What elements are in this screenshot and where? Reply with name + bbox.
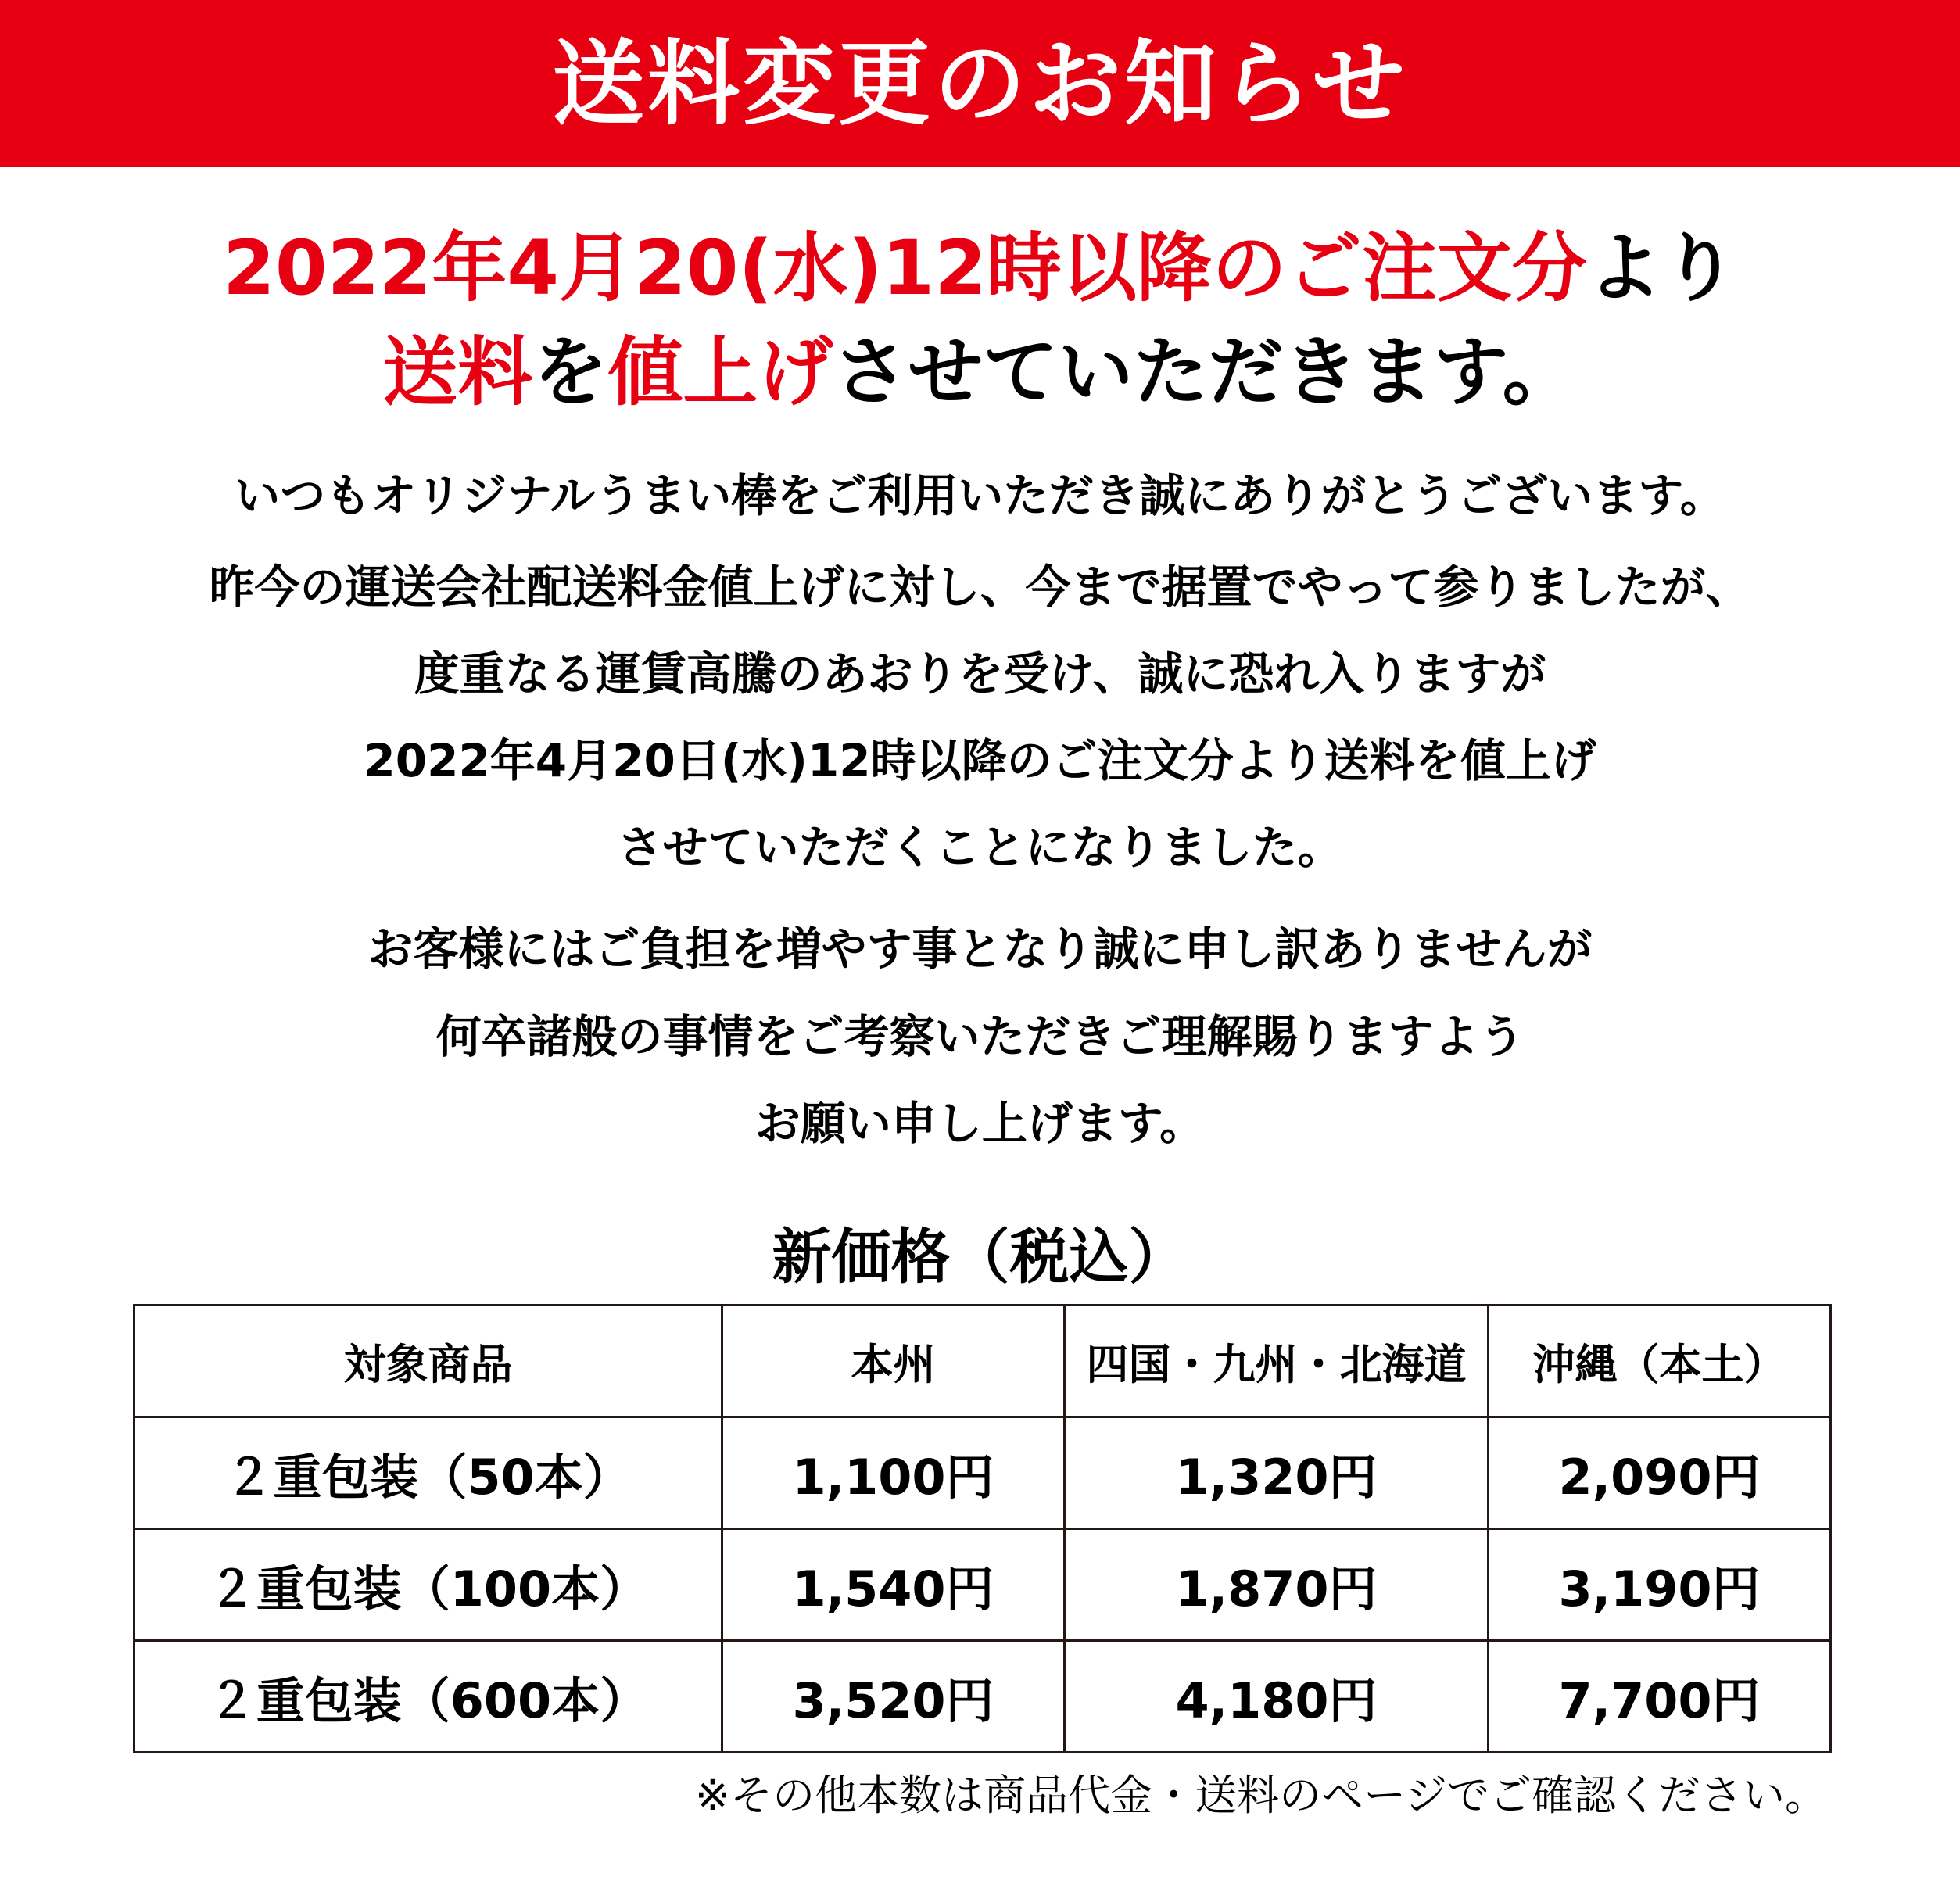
cell-price-shikoku-kyushu-hokkaido: 4,180円 [1065,1641,1489,1753]
body-line: いつもオリジナルうまい棒をご利用いただき誠にありがとうございます。 [235,469,1725,522]
price-table [133,1304,1832,1753]
headline-price-up-text: 値上げ [607,328,833,416]
cell-product: ２重包装（100本） [134,1529,722,1641]
cell-price-okinawa: 3,190円 [1489,1529,1831,1641]
cell-product: ２重包装（600本） [134,1641,722,1753]
cell-price-shikoku-kyushu-hokkaido: 1,870円 [1065,1529,1489,1641]
body-line: お願い申し上げます。 [754,1097,1206,1150]
headline-line-2 [0,328,1960,416]
headline-wo-text: を [532,328,608,416]
cell-price-okinawa: 7,700円 [1489,1641,1831,1753]
table-row [134,1417,1831,1529]
headline-closing-text: させていただきます。 [833,328,1578,416]
table-header-row [134,1306,1831,1417]
headline-line-1 [0,224,1960,312]
body-line: 2022年4月20日(水)12時以降のご注文分より送料を値上げ [364,734,1596,787]
headline-date-text: 2022年4月20(水)12時以降のご注文分 [223,224,1587,312]
header-shikoku-kyushu-hokkaido: 四国・九州・北海道 [1065,1306,1489,1417]
header-product: 対象商品 [134,1306,722,1417]
cell-price-okinawa: 2,090円 [1489,1417,1831,1529]
notice-banner [0,0,1960,167]
table-row [134,1529,1831,1641]
headline-yori-text: より [1586,224,1737,312]
price-table-title: 新価格（税込） [772,1222,1188,1291]
cell-price-honshu: 1,100円 [722,1417,1065,1529]
body-line: 何卒諸般の事情をご考察いただきご理解賜りますよう [435,1010,1525,1063]
cell-price-honshu: 1,540円 [722,1529,1065,1641]
cell-price-shikoku-kyushu-hokkaido: 1,320円 [1065,1417,1489,1529]
footnote: ※その他本数は商品代金・送料のページでご確認ください。 [694,1771,1827,1820]
table-row [134,1641,1831,1753]
header-honshu: 本州 [722,1306,1065,1417]
body-line: 度重なる運賃高騰のあおりを受け、誠に恐れ入りますが [414,647,1546,700]
cell-price-honshu: 3,520円 [722,1641,1065,1753]
header-okinawa: 沖縄（本土） [1489,1306,1831,1417]
headline-shipping-text: 送料 [382,328,533,416]
body-line: 昨今の運送会社配送料金値上げに対し、今まで据置でやって参りましたが、 [209,561,1751,614]
body-line: させていただくことになりました。 [617,821,1343,874]
cell-product: ２重包装（50本） [134,1417,722,1529]
body-line: お客様にはご負担を増やす事となり誠に申し訳ありませんが [367,922,1593,976]
banner-title: 送料変更のお知らせ [552,29,1408,138]
